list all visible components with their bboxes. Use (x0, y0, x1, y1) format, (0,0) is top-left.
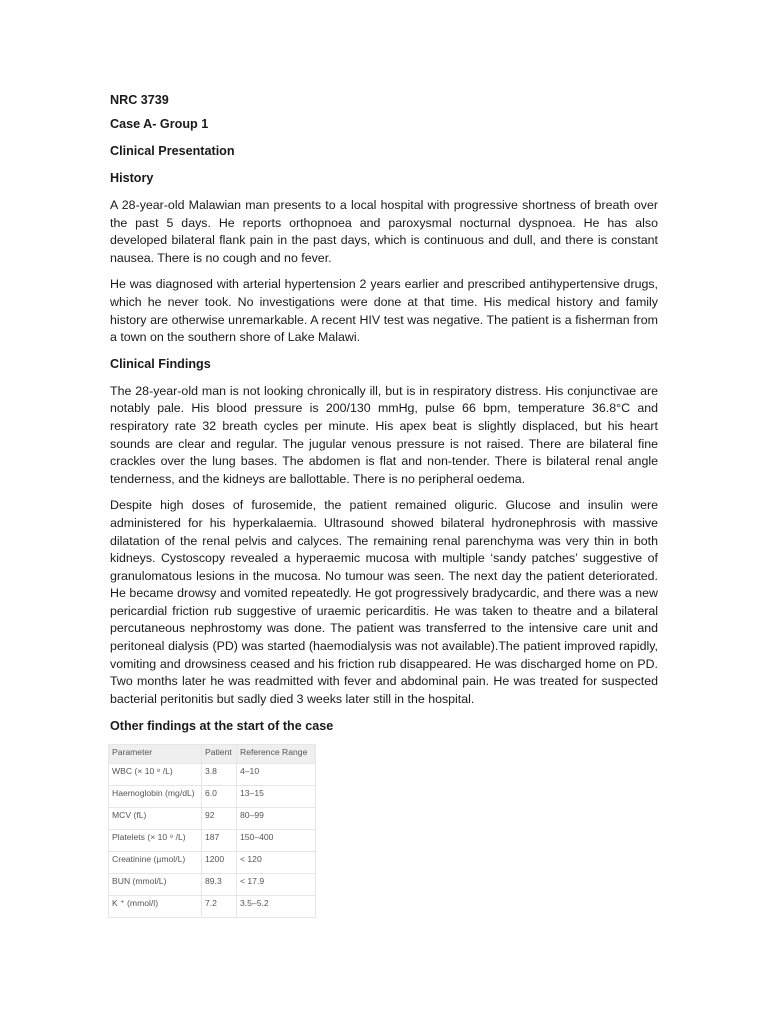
table-header-row (109, 745, 316, 764)
cell-parameter: Platelets (× 10 ⁹ /L) (109, 830, 202, 852)
header-reference-range: Reference Range (237, 745, 316, 764)
cell-patient: 3.8 (202, 764, 237, 786)
history-paragraph-1: A 28-year-old Malawian man presents to a local hospital with progressive shortness of breath over the past 5 days. He reports orthopnoea and paroxysmal nocturnal dyspnoea. He has also developed bilateral flank pain in the past days, which is continuous and dull, and there is constant nausea. There is no cough and no fever. (110, 198, 658, 265)
history-paragraph-2: He was diagnosed with arterial hypertension 2 years earlier and prescribed antihypertensive drugs, which he never took. No investigations were done at that time. His medical history and family history are otherwise unremarkable. A recent HIV test was negative. The patient is a fisherman from a town on the southern shore of Lake Malawi. (110, 277, 658, 345)
cell-parameter: MCV (fL) (109, 808, 202, 830)
cell-parameter: Creatinine (µmol/L) (109, 852, 202, 874)
cell-parameter: Haemoglobin (mg/dL) (109, 786, 202, 808)
findings-paragraph-2: Despite high doses of furosemide, the patient remained oliguric. Glucose and insulin were administered for his hyperkalaemia. Ultrasound showed bilateral hydronephrosis with massive dilatation of the renal pelvis and calyces. The remaining renal parenchyma was very thin in both kidneys. Cystoscopy revealed a hyperaemic mucosa with multiple ‘sandy patches’ suggestive of granulomatous lesions in the mucosa. No tumour was seen. The next day the patient deteriorated. He became drowsy and vomited repeatedly. He got progressively bradycardic, and there was a new pericardial friction rub suggestive of uraemic pericarditis. He was taken to theatre and a bilateral percutaneous nephrostomy was done. The patient was transferred to the intensive care unit and peritoneal dialysis (PD) was started (haemodialysis was not available).The patient improved rapidly, vomiting and drowsiness ceased and his friction rub disappeared. He was discharged home on PD. Two months later he was readmitted with fever and abdominal pain. He was treated for suspected bacterial peritonitis but sadly died 3 weeks later still in the hospital. (110, 498, 658, 706)
cell-patient: 92 (202, 808, 237, 830)
cell-parameter: K ⁺ (mmol/l) (109, 896, 202, 918)
cell-reference: 80–99 (237, 808, 316, 830)
cell-patient: 187 (202, 830, 237, 852)
cell-parameter: BUN (mmol/L) (109, 874, 202, 896)
table-row (109, 874, 316, 896)
header-parameter: Parameter (109, 745, 202, 764)
course-code: NRC 3739 (110, 93, 169, 107)
header-patient: Patient (202, 745, 237, 764)
cell-reference: < 17.9 (237, 874, 316, 896)
case-title: Case A- Group 1 (110, 117, 209, 131)
cell-patient: 7.2 (202, 896, 237, 918)
table-row (109, 830, 316, 852)
cell-reference: < 120 (237, 852, 316, 874)
table-row (109, 852, 316, 874)
cell-reference: 4–10 (237, 764, 316, 786)
lab-results-table (108, 744, 316, 918)
cell-patient: 6.0 (202, 786, 237, 808)
table-row (109, 896, 316, 918)
section-heading-history: History (110, 171, 154, 185)
cell-parameter: WBC (× 10 ⁹ /L) (109, 764, 202, 786)
findings-paragraph-1: The 28-year-old man is not looking chronically ill, but is in respiratory distress. His conjunctivae are notably pale. His blood pressure is 200/130 mmHg, pulse 66 bpm, temperature 36.8°C and respiratory rate 32 breath cycles per minute. His apex beat is slightly displaced, but his heart sounds are clear and regular. The jugular venous pressure is not raised. There are bilateral fine crackles over the lung bases. The abdomen is flat and non-tender. There is bilateral renal angle tenderness, and the kidneys are ballottable. There is no peripheral oedema. (110, 383, 658, 486)
cell-reference: 13–15 (237, 786, 316, 808)
table-row (109, 808, 316, 830)
table-row (109, 764, 316, 786)
table-row (109, 786, 316, 808)
section-heading-clinical-findings: Clinical Findings (110, 356, 211, 371)
section-heading-clinical-presentation: Clinical Presentation (110, 144, 235, 158)
section-heading-other-findings: Other findings at the start of the case (110, 719, 334, 734)
cell-patient: 89.3 (202, 874, 237, 896)
cell-reference: 3.5–5.2 (237, 896, 316, 918)
cell-patient: 1200 (202, 852, 237, 874)
cell-reference: 150–400 (237, 830, 316, 852)
